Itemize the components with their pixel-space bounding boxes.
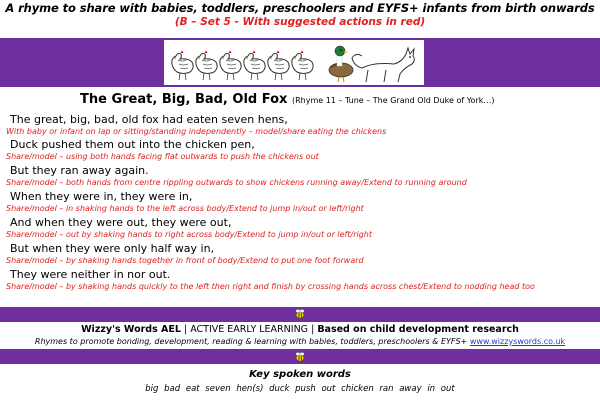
separator: | — [311, 324, 315, 335]
hen-icon — [220, 51, 241, 80]
verse-line-6: But when they were only half way in, — [10, 242, 215, 255]
verse-line-2: Duck pushed them out into the chicken pen, — [10, 138, 255, 151]
action-line-7: Share/model – by shaking hands quickly to the left then right and finish by crossing hands across chest/Extend to nodding head too — [6, 282, 535, 291]
website-link[interactable]: www.wizzyswords.co.uk — [469, 337, 566, 346]
hen-icon — [196, 51, 217, 80]
brand-name: Wizzy's Words AEL — [81, 324, 181, 335]
key-words-list: big bad eat seven hen(s) duck push out chicken ran away in out — [145, 384, 455, 394]
hen-icon — [268, 51, 289, 80]
verse-line-7: They were neither in nor out. — [10, 268, 171, 281]
rhyme-title-text: The Great, Big, Bad, Old Fox — [80, 92, 288, 107]
verse-line-3: But they ran away again. — [10, 164, 149, 177]
header-line-1: A rhyme to share with babies, toddlers, preschoolers and EYFS+ infants from birth onwards — [5, 1, 595, 15]
action-line-1: With baby or infant on lap or sitting/standing independently – model/share eating the chickens — [6, 127, 387, 136]
separator: | — [183, 324, 188, 335]
footer-title — [0, 324, 600, 335]
action-line-3: Share/model – both hands from centre rippling outwards to show chickens running away/Extend to running around — [6, 178, 467, 187]
ael-label: ACTIVE EARLY LEARNING — [190, 324, 309, 335]
action-line-2: Share/model – using both hands facing flat outwards to push the chickens out — [6, 152, 319, 161]
verse-line-1: The great, big, bad, old fox had eaten seven hens, — [10, 113, 288, 126]
bee-icon — [293, 350, 307, 364]
hen-icon — [244, 51, 265, 80]
bee-icon — [293, 307, 307, 321]
action-line-5: Share/model – out by shaking hands to right across body/Extend to jump in/out or left/right — [6, 230, 372, 239]
research-label: Based on child development research — [317, 324, 519, 335]
hen-icon — [172, 51, 193, 80]
hen-icon — [292, 51, 313, 80]
verse-line-5: And when they were out, they were out, — [10, 216, 232, 229]
fox-icon — [352, 48, 414, 82]
duck-icon — [329, 46, 353, 82]
action-line-6: Share/model – by shaking hands together in front of body/Extend to put one foot forward — [6, 256, 364, 265]
rhyme-tune: (Rhyme 11 – Tune – The Grand Old Duke of York…) — [291, 96, 495, 105]
footer-subtitle-text: Rhymes to promote bonding, development, reading & learning with babies, toddlers, preschoolers & EYFS+ — [34, 337, 468, 346]
rhyme-title — [80, 92, 494, 107]
hens-illustration — [168, 46, 328, 84]
action-line-4: Share/model – in shaking hands to the left across body/Extend to jump in/out or left/right — [6, 204, 364, 213]
verse-line-4: When they were in, they were in, — [10, 190, 193, 203]
duck-fox-illustration — [324, 40, 424, 85]
key-words-title: Key spoken words — [249, 369, 351, 380]
footer-subtitle — [0, 337, 600, 346]
header-line-2: (B – Set 5 - With suggested actions in red) — [174, 16, 426, 28]
